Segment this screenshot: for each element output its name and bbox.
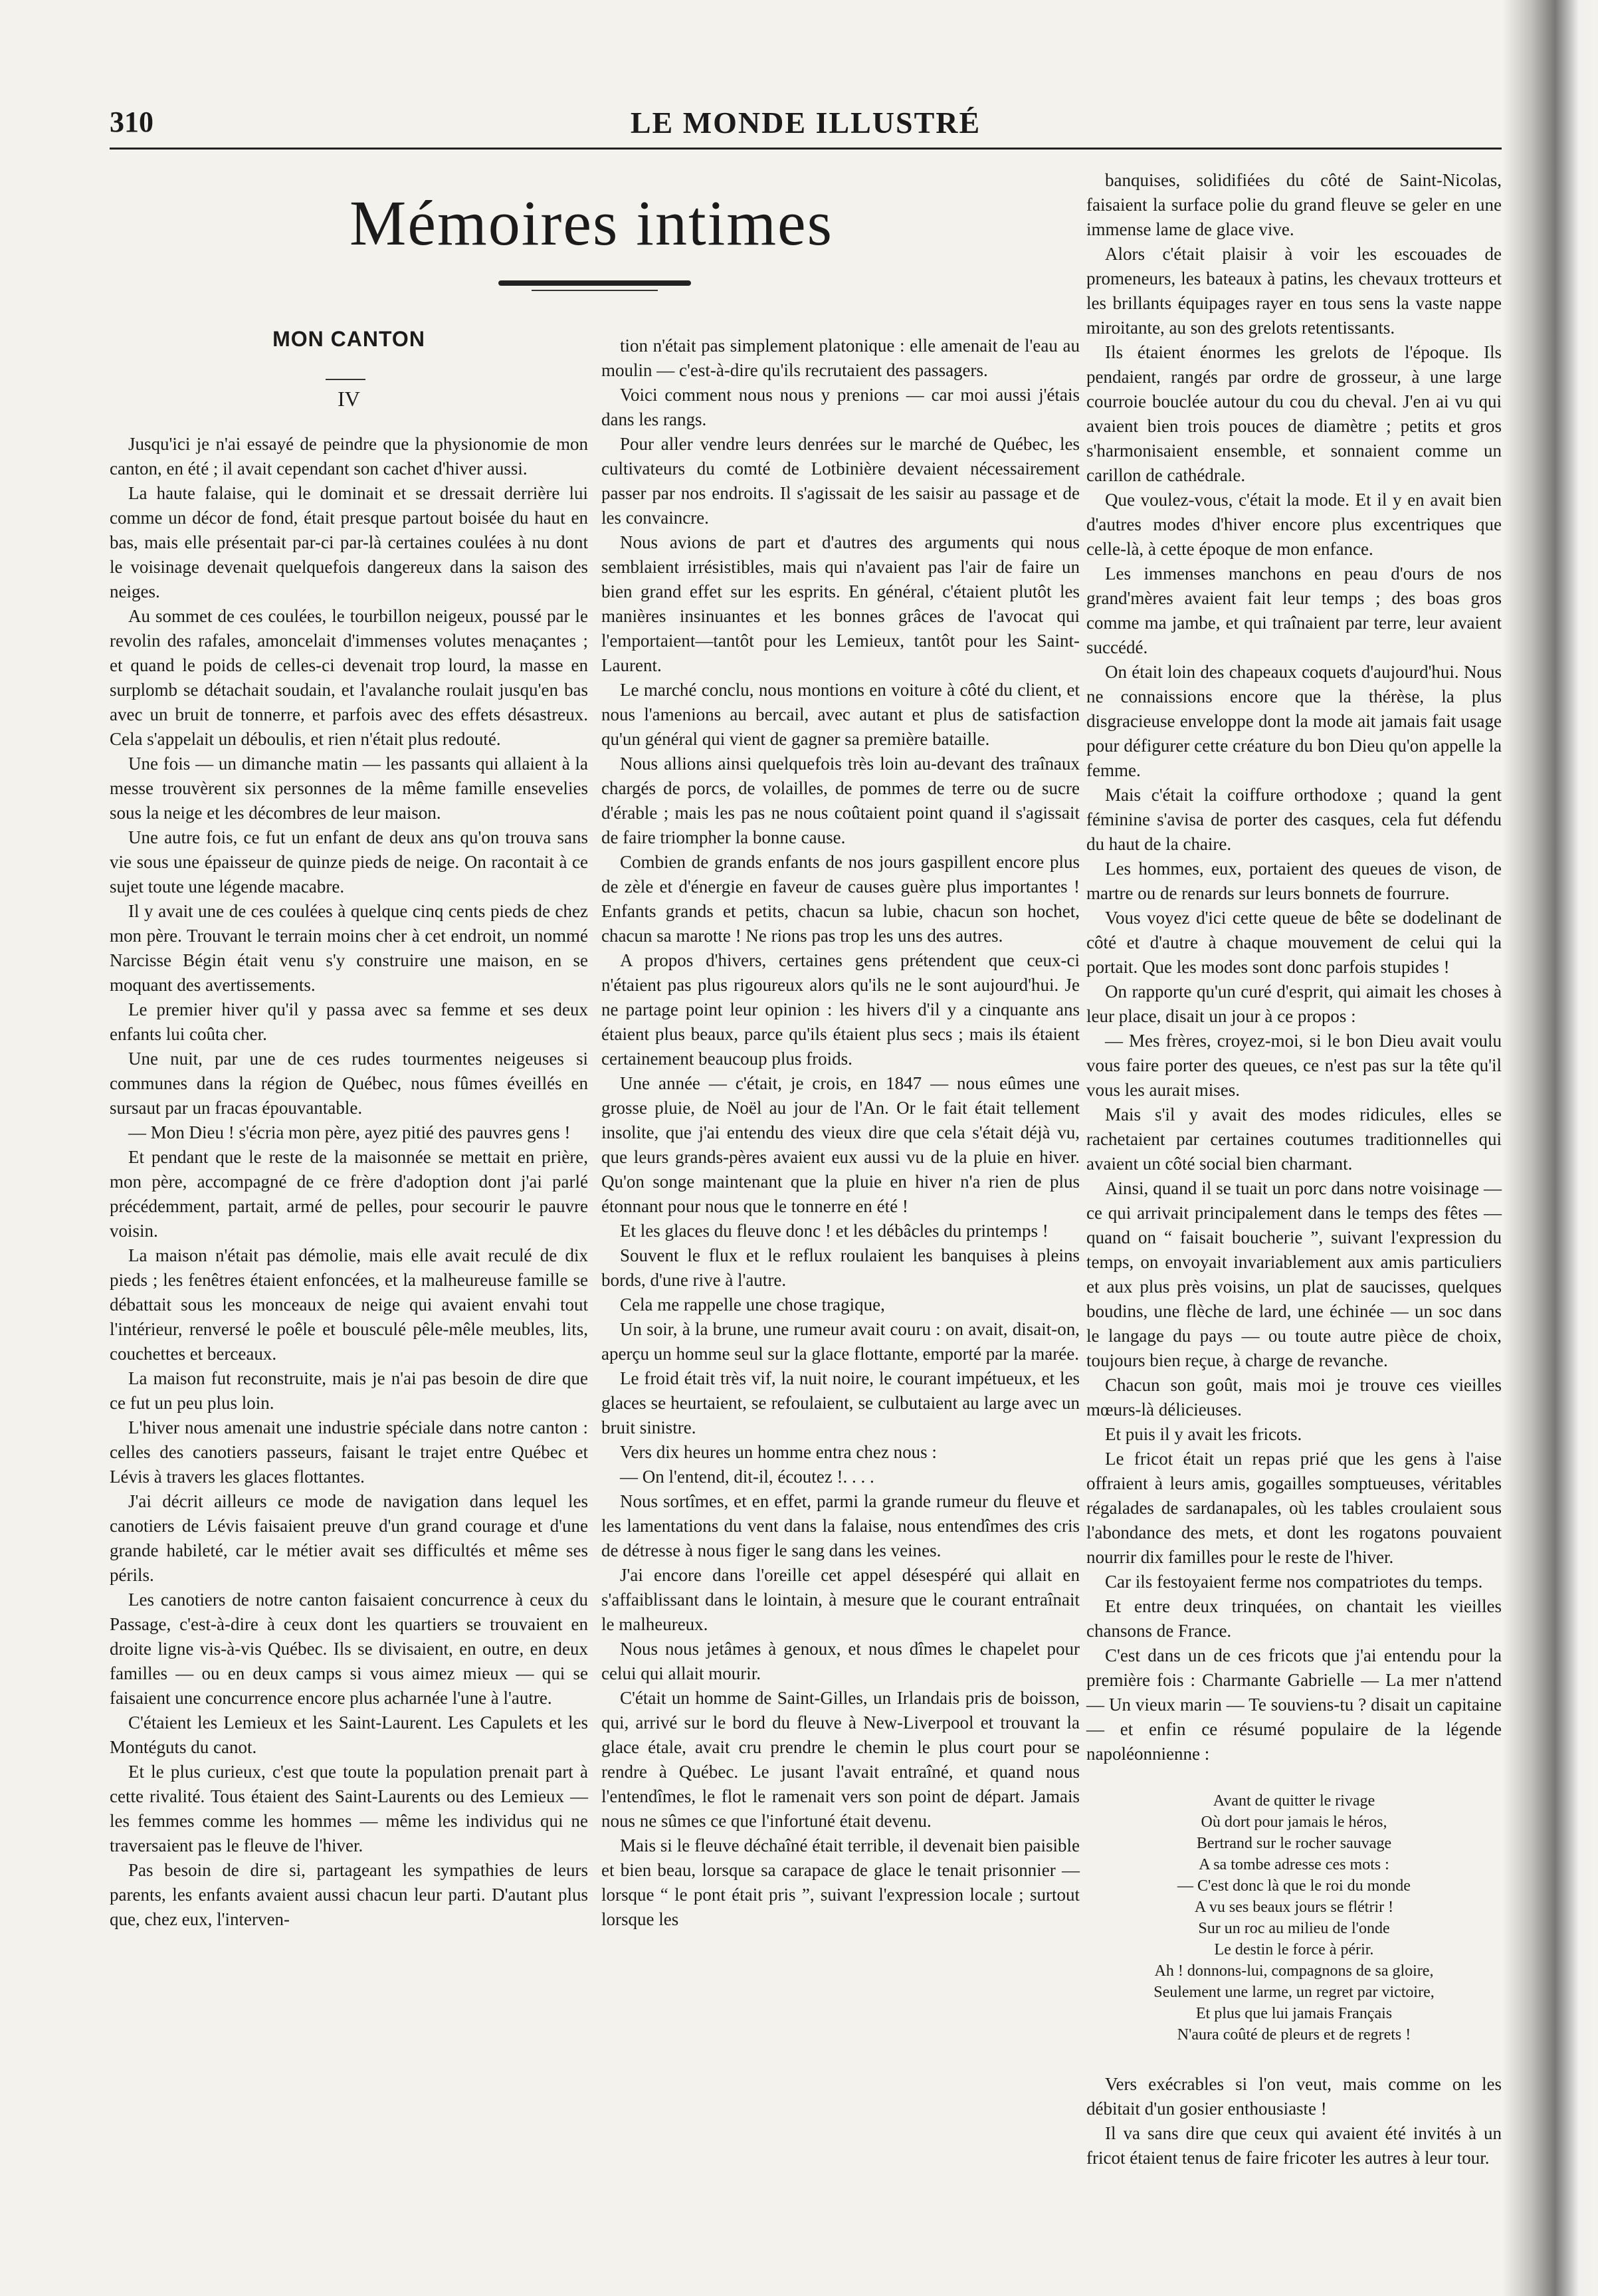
paragraph: Il va sans dire que ceux qui avaient été invités à un fricot étaient tenus de faire fricoter les autres à leur tour. xyxy=(1086,2123,1502,2168)
poem-line: Bertrand sur le rocher sauvage xyxy=(1196,1835,1392,1852)
poem-line: Sur un roc au milieu de l'onde xyxy=(1198,1920,1390,1937)
paragraph: Ils étaient énormes les grelots de l'époque. Ils pendaient, rangés par ordre de grosseur, à une large courroie bouclée autour du cou du cheval. J'en ai vu qui avaient bien trois pouces de diamètre ; petits et gros s'harmonisaient ensemble, et sonnaient comme un carillon de cathédrale. xyxy=(1086,342,1502,485)
paragraph: Une fois — un dimanche matin — les passants qui allaient à la messe trouvèrent six personnes de la même famille ensevelies sous la neige et les décombres de leur maison. xyxy=(110,754,588,823)
page-edge-shadow xyxy=(1503,0,1598,2296)
poem-line: Le destin le force à périr. xyxy=(1214,1941,1374,1958)
paragraph: Un soir, à la brune, une rumeur avait couru : on avait, disait-on, aperçu un homme seul sur la glace flottante, emporté par la marée. xyxy=(601,1319,1080,1364)
paragraph: Combien de grands enfants de nos jours gaspillent encore plus de zèle et d'énergie en faveur de causes guère plus importantes ! Enfants grands et petits, chacun sa lubie, chacun son hochet, chacun sa marotte ! Ne rions pas trop les uns des autres. xyxy=(601,852,1080,946)
paragraph: Chacun son goût, mais moi je trouve ces vieilles mœurs-là délicieuses. xyxy=(1086,1375,1502,1419)
paragraph: Alors c'était plaisir à voir les escouades de promeneurs, les bateaux à patins, les chevaux trotteurs et les brillants équipages rayer en tous sens la vaste nappe miroitante, au son des grelots retentissants. xyxy=(1086,244,1502,338)
column-3-text-after-poem xyxy=(1086,2072,1502,2170)
paragraph: Et puis il y avait les fricots. xyxy=(1105,1424,1302,1444)
paragraph: Nous avions de part et d'autres des arguments qui nous semblaient irrésistibles, mais qui n'avaient pas l'air de faire un bien grand effet sur les esprits. En général, c'étaient plutôt les manières insinuantes et les bonnes grâces de l'avocat qui l'emportaient—tantôt pour les Lemieux, tantôt pour les Saint-Laurent. xyxy=(601,532,1080,675)
paragraph: Une nuit, par une de ces rudes tourmentes neigeuses si communes dans la région de Québec, nous fûmes éveillés en sursaut par un fracas épouvantable. xyxy=(110,1049,588,1118)
paragraph: tion n'était pas simplement platonique : elle amenait de l'eau au moulin — c'est-à-dire qu'ils recrutaient des passagers. xyxy=(601,336,1080,380)
header-rule xyxy=(110,148,1502,150)
paragraph: Nous nous jetâmes à genoux, et nous dîmes le chapelet pour celui qui allait mourir. xyxy=(601,1639,1080,1683)
poem-line: Ah ! donnons-lui, compagnons de sa gloire, xyxy=(1154,1962,1434,1980)
paragraph: Nous sortîmes, et en effet, parmi la grande rumeur du fleuve et les lamentations du vent dans la falaise, nous entendîmes des cris de détresse à nous figer le sang dans les veines. xyxy=(601,1491,1080,1560)
paragraph: Et le plus curieux, c'est que toute la population prenait part à cette rivalité. Tous étaient des Saint-Laurents ou des Lemieux — les femmes comme les hommes — même les individus qui ne traversaient pas le fleuve de l'hiver. xyxy=(110,1762,588,1855)
paragraph: J'ai encore dans l'oreille cet appel désespéré qui allait en s'affaiblissant dans le lointain, à mesure que le courant entraînait le malheureux. xyxy=(601,1565,1080,1634)
part-number: IV xyxy=(338,387,360,411)
paragraph: La haute falaise, qui le dominait et se dressait derrière lui comme un décor de fond, était presque partout boisée du haut en bas, mais elle présentait par-ci par-là certaines coulées à nu dont le voisinage devenait quelquefois dangereux dans la saison des neiges. xyxy=(110,483,588,601)
paragraph: Jusqu'ici je n'ai essayé de peindre que la physionomie de mon canton, en été ; il avait cependant son cachet d'hiver aussi. xyxy=(110,434,588,478)
column-2 xyxy=(601,334,1080,1932)
title-ornament-line xyxy=(532,290,658,291)
column-3-text xyxy=(1086,168,1502,1766)
poem-line: N'aura coûté de pleurs et de regrets ! xyxy=(1177,2026,1411,2043)
poem-line: A vu ses beaux jours se flétrir ! xyxy=(1194,1899,1394,1916)
poem-line: A sa tombe adresse ces mots : xyxy=(1199,1856,1389,1873)
paragraph: Il y avait une de ces coulées à quelque cinq cents pieds de chez mon père. Trouvant le terrain moins cher à cet endroit, un nommé Narcisse Bégin était venu s'y construire une maison, en se moquant des avertissements. xyxy=(110,901,588,995)
paragraph: Pour aller vendre leurs denrées sur le marché de Québec, les cultivateurs du comté de Lotbinière devaient nécessairement passer par nos endroits. Il s'agissait de les saisir au passage et de les convaincre. xyxy=(601,434,1080,528)
paragraph: On rapporte qu'un curé d'esprit, qui aimait les choses à leur place, disait un jour à ce propos : xyxy=(1086,982,1502,1026)
section-divider xyxy=(326,379,365,380)
paragraph: Car ils festoyaient ferme nos compatriotes du temps. xyxy=(1105,1572,1483,1592)
paragraph: Et les glaces du fleuve donc ! et les débâcles du printemps ! xyxy=(620,1221,1049,1241)
paragraph: Pas besoin de dire si, partageant les sympathies de leurs parents, les enfants avaient aussi chacun leur parti. D'autant plus que, chez eux, l'interven- xyxy=(110,1860,588,1929)
poem-line: Seulement une larme, un regret par victoire, xyxy=(1153,1984,1435,2001)
paragraph: Ainsi, quand il se tuait un porc dans notre voisinage — ce qui arrivait principalement dans le temps des fêtes — quand on “ faisait boucherie ”, suivant l'expression du temps, on envoyait invariablement aux amis particuliers et aux plus près voisins, un plat de saucisses, quelques boudins, une flèche de lard, une échinée — un soc dans le langage du pays — ou toute autre pièce de choix, toujours bien reçue, à charge de revanche. xyxy=(1086,1178,1502,1370)
page-number: 310 xyxy=(110,106,153,138)
title-ornament xyxy=(498,280,691,286)
paragraph: Vous voyez d'ici cette queue de bête se dodelinant de côté et d'autre à chaque mouvement de celui qui la portait. Que les modes sont donc parfois stupides ! xyxy=(1086,908,1502,977)
paragraph: Mais si le fleuve déchaîné était terrible, il devenait bien paisible et bien beau, lorsque sa carapace de glace le tenait prisonnier — lorsque “ le pont était pris ”, suivant l'expression locale ; surtout lorsque les xyxy=(601,1835,1080,1929)
paragraph: Et entre deux trinquées, on chantait les vieilles chansons de France. xyxy=(1086,1596,1502,1641)
paragraph: A propos d'hivers, certaines gens prétendent que ceux-ci n'étaient pas plus rigoureux alors qu'ils ne le sont aujourd'hui. Je ne partage point leur opinion : les hivers d'il y a cinquante ans étaient plus beaux, parce qu'ils étaient plus secs ; mais ils étaient certainement beaucoup plus froids. xyxy=(601,950,1080,1069)
paragraph: Cela me rappelle une chose tragique, xyxy=(620,1295,885,1314)
paragraph: Vers exécrables si l'on veut, mais comme on les débitait d'un gosier enthousiaste ! xyxy=(1086,2074,1502,2119)
paragraph: C'était un homme de Saint-Gilles, un Irlandais pris de boisson, qui, arrivé sur le bord du fleuve à New-Liverpool et trouvant la glace étale, avait cru prendre le chemin le plus court pour se rendre à Québec. Le jusant l'avait entraîné, et quand nous l'entendîmes, le flot le ramenait vers son point de départ. Jamais nous ne sûmes ce que l'infortuné était devenu. xyxy=(601,1688,1080,1831)
paragraph: Le froid était très vif, la nuit noire, le courant impétueux, et les glaces se heurtaient, se refoulaient, se culbutaient au large avec un bruit sinistre. xyxy=(601,1368,1080,1437)
paragraph: Vers dix heures un homme entra chez nous : xyxy=(620,1442,937,1462)
page-header xyxy=(110,105,1502,145)
paragraph: — Mes frères, croyez-moi, si le bon Dieu avait voulu vous faire porter des queues, ce n'est pas sur la tête qu'il vous les aurait mises. xyxy=(1086,1031,1502,1100)
poem-line: Avant de quitter le rivage xyxy=(1213,1792,1375,1810)
paragraph: Mais c'était la coiffure orthodoxe ; quand la gent féminine s'avisa de porter des casques, cela fut défendu du haut de la chaire. xyxy=(1086,785,1502,854)
poem-line: Où dort pour jamais le héros, xyxy=(1201,1814,1387,1831)
column-3 xyxy=(1086,168,1502,2170)
paragraph: Le fricot était un repas prié que les gens à l'aise offraient à leurs amis, gogailles somptueuses, véritables régalades de sardanapales, où les tables croulaient sous l'abondance des mets, et dont les rogatons pouvaient nourrir dix familles pour le reste de l'hiver. xyxy=(1086,1449,1502,1567)
paragraph: La maison n'était pas démolie, mais elle avait reculé de dix pieds ; les fenêtres étaient enfoncées, et la malheureuse famille se débattait sous les monceaux de neige qui avaient envahi tout l'intérieur, renversé le poêle et bousculé pêle-mêle meubles, lits, couchettes et berceaux. xyxy=(110,1245,588,1364)
paragraph: Les canotiers de notre canton faisaient concurrence à ceux du Passage, c'est-à-dire à ceux dont les quartiers se trouvaient en droite ligne vis-à-vis Québec. Ils se divisaient, en outre, en deux familles — ou en deux camps si vous aimez mieux — qui se faisaient une concurrence encore plus acharnée l'une à l'autre. xyxy=(110,1590,588,1708)
paragraph: Et pendant que le reste de la maisonnée se mettait en prière, mon père, accompagné de ce frère d'adoption dont j'ai parlé précédemment, partait, armé de pelles, pour secourir le pauvre voisin. xyxy=(110,1147,588,1241)
paragraph: C'étaient les Lemieux et les Saint-Laurent. Les Capulets et les Montéguts du canot. xyxy=(110,1713,588,1757)
paragraph: — Mon Dieu ! s'écria mon père, ayez pitié des pauvres gens ! xyxy=(128,1122,571,1142)
paragraph: Une autre fois, ce fut un enfant de deux ans qu'on trouva sans vie sous une épaisseur de quinze pieds de neige. On racontait à ce sujet toute une légende macabre. xyxy=(110,827,588,896)
paragraph: On était loin des chapeaux coquets d'aujourd'hui. Nous ne connaissions encore que la thérèse, la plus disgracieuse enveloppe dont la mode ait jamais fait usage pour défigurer cette créature du bon Dieu qu'on appelle la femme. xyxy=(1086,662,1502,780)
paragraph: Les hommes, eux, portaient des queues de vison, de martre ou de renards sur leurs bonnets de fourrure. xyxy=(1086,859,1502,903)
paragraph: Voici comment nous nous y prenions — car moi aussi j'étais dans les rangs. xyxy=(601,385,1080,429)
section-heading: MON CANTON xyxy=(272,327,425,351)
running-title: LE MONDE ILLUSTRÉ xyxy=(630,106,981,140)
poem xyxy=(1086,1790,1502,2045)
paragraph: La maison fut reconstruite, mais je n'ai pas besoin de dire que ce fut un peu plus loin. xyxy=(110,1368,588,1413)
paragraph: Les immenses manchons en peau d'ours de nos grand'mères avaient fait leur temps ; des boas gros comme ma jambe, et qui traînaient par terre, leur avaient succédé. xyxy=(1086,564,1502,657)
poem-line: Et plus que lui jamais Français xyxy=(1195,2005,1393,2022)
paragraph: Mais s'il y avait des modes ridicules, elles se rachetaient par certaines coutumes traditionnelles qui avaient un côté social bien charmant. xyxy=(1086,1104,1502,1174)
paragraph: L'hiver nous amenait une industrie spéciale dans notre canton : celles des canotiers passeurs, faisant le trajet entre Québec et Lévis à travers les glaces flottantes. xyxy=(110,1417,588,1487)
poem-line: — C'est donc là que le roi du monde xyxy=(1177,1877,1411,1895)
paragraph: — On l'entend, dit-il, écoutez !. . . . xyxy=(620,1467,874,1487)
column-1 xyxy=(110,432,588,1932)
paragraph: Le marché conclu, nous montions en voiture à côté du client, et nous l'amenions au bercail, avec autant et plus de satisfaction qu'un général qui vient de gagner sa première bataille. xyxy=(601,680,1080,749)
paragraph: Au sommet de ces coulées, le tourbillon neigeux, poussé par le revolin des rafales, amoncelait d'immenses volutes menaçantes ; et quand le poids de celles-ci devenait trop lourd, la masse en surplomb se détachait soudain, et l'avalanche roulait jusqu'en bas avec un bruit de tonnerre, et parfois avec des effets désastreux. Cela s'appelait un déboulis, et rien n'était plus redouté. xyxy=(110,606,588,749)
paragraph: Souvent le flux et le reflux roulaient les banquises à pleins bords, d'une rive à l'autre. xyxy=(601,1245,1080,1290)
article-title: Mémoires intimes xyxy=(350,187,833,259)
paragraph: Le premier hiver qu'il y passa avec sa femme et ses deux enfants lui coûta cher. xyxy=(110,999,588,1044)
paragraph: Nous allions ainsi quelquefois très loin au-devant des traînaux chargés de porcs, de volailles, de pommes de terre ou de sucre d'érable ; mais les pas ne nous coûtaient point quand il s'agissait de faire triompher la bonne cause. xyxy=(601,754,1080,847)
paragraph: banquises, solidifiées du côté de Saint-Nicolas, faisaient la surface polie du grand fleuve se geler en une immense lame de glace vive. xyxy=(1086,170,1502,239)
paragraph: Une année — c'était, je crois, en 1847 — nous eûmes une grosse pluie, de Noël au jour de l'An. Or le fait était tellement insolite, que j'ai entendu des vieux dire que cela s'était déjà vu, que leurs grands-pères avaient eux aussi vu de la pluie en hiver. Qu'on songe maintenant que la pluie en hiver n'a rien de plus étonnant pour nous que le tonnerre en été ! xyxy=(601,1073,1080,1216)
paragraph: Que voulez-vous, c'était la mode. Et il y en avait bien d'autres modes d'hiver encore plus excentriques que celle-là, à cette époque de mon enfance. xyxy=(1086,490,1502,559)
paragraph: C'est dans un de ces fricots que j'ai entendu pour la première fois : Charmante Gabrielle — La mer n'attend — Un vieux marin — Te souviens-tu ? disait un capitaine — et enfin ce résumé populaire de la légende napoléonnienne : xyxy=(1086,1645,1502,1764)
paragraph: J'ai décrit ailleurs ce mode de navigation dans lequel les canotiers de Lévis faisaient preuve d'un grand courage et d'une grande habileté, car le métier avait ses difficultés et même ses périls. xyxy=(110,1491,588,1585)
